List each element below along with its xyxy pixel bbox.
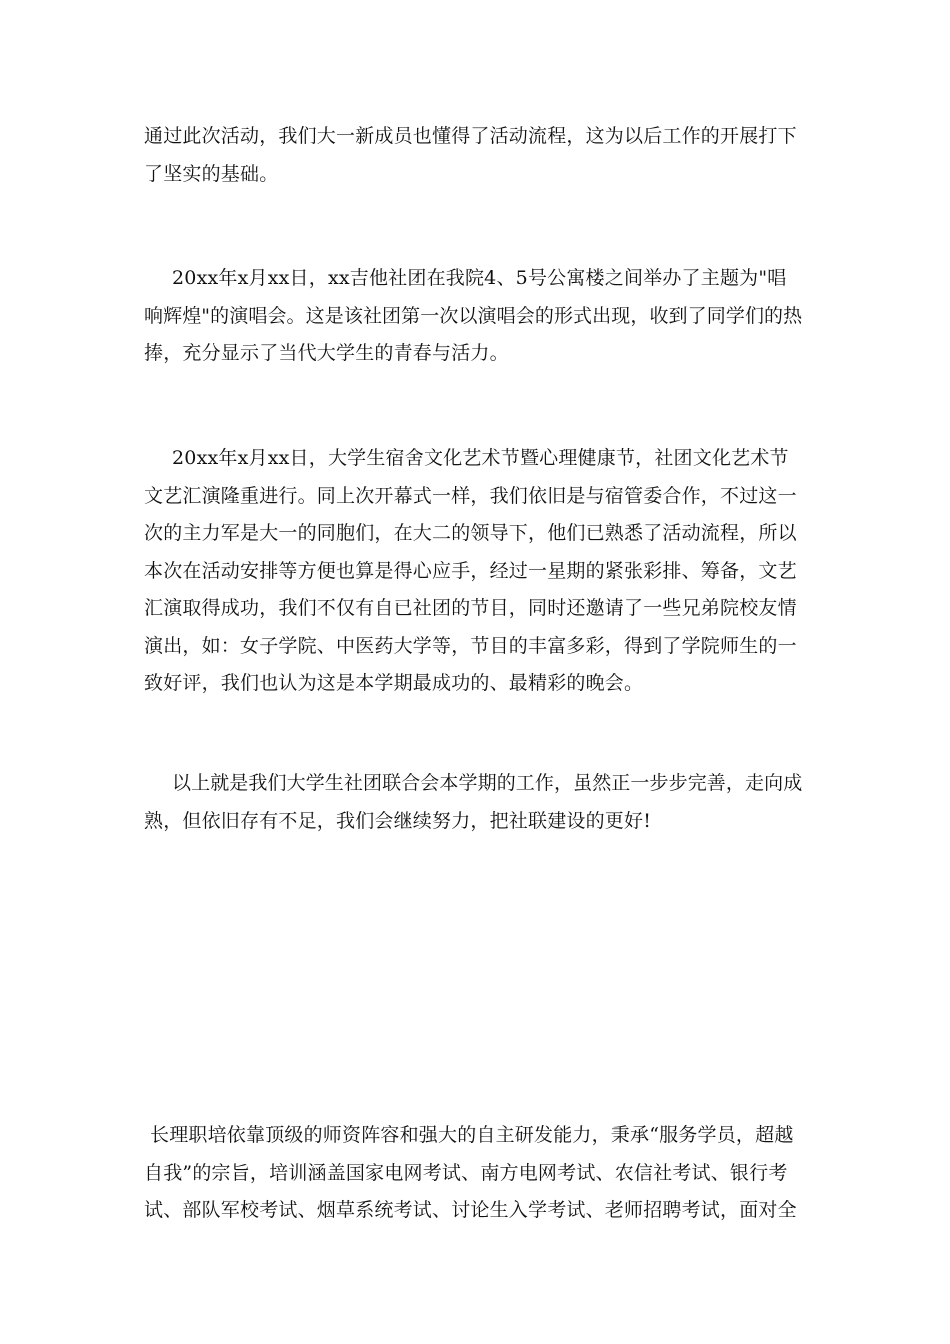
- paragraph-line: 次的主力军是大一的同胞们，在大二的领导下，他们已熟悉了活动流程，所以: [144, 522, 797, 544]
- paragraph-line: 捧，充分显示了当代大学生的青春与活力。: [144, 342, 509, 364]
- paragraph-summary: [144, 765, 804, 840]
- paragraph-line: 熟，但依旧存有不足，我们会继续努力，把社联建设的更好!: [144, 809, 652, 832]
- paragraph-line: 了坚实的基础。: [144, 162, 279, 185]
- paragraph-line: 20xx年x月xx日，xx吉他社团在我院4、5号公寓楼之间举办了主题为"唱: [172, 267, 787, 289]
- paragraph-line: 通过此次活动，我们大一新成员也懂得了活动流程，这为以后工作的开展打下: [144, 125, 797, 147]
- paragraph-training-ad: [144, 1117, 804, 1230]
- paragraph-line: 长理职培依靠顶级的师资阵容和强大的自主研发能力，秉承“服务学员，超越: [150, 1124, 794, 1146]
- paragraph-line: 响辉煌"的演唱会。这是该社团第一次以演唱会的形式出现，收到了同学们的热: [144, 304, 803, 327]
- paragraph-line: 试、部队军校考试、烟草系统考试、讨论生入学考试、老师招聘考试，面对全: [144, 1199, 797, 1221]
- paragraph-line: 文艺汇演隆重进行。同上次开幕式一样，我们依旧是与宿管委合作，不过这一: [144, 484, 797, 507]
- paragraph-line: 自我”的宗旨，培训涵盖国家电网考试、南方电网考试、农信社考试、银行考: [144, 1161, 788, 1184]
- paragraph-line: 20xx年x月xx日，大学生宿舍文化艺术节暨心理健康节，社团文化艺术节: [172, 447, 789, 469]
- paragraph-line: 汇演取得成功，我们不仅有自已社团的节目，同时还邀请了一些兄弟院校友情: [144, 597, 797, 619]
- paragraph-line: 本次在活动安排等方便也算是得心应手，经过一星期的紧张彩排、筹备，文艺: [144, 559, 797, 582]
- paragraph-line: 演出，如：女子学院、中医药大学等，节目的丰富多彩，得到了学院师生的一: [144, 634, 797, 657]
- paragraph-activity-process: [144, 118, 804, 193]
- paragraph-guitar-concert: [144, 260, 804, 373]
- paragraph-line: 以上就是我们大学生社团联合会本学期的工作，虽然正一步步完善，走向成: [172, 772, 803, 794]
- paragraph-arts-festival: [144, 440, 804, 703]
- paragraph-line: 致好评，我们也认为这是本学期最成功的、最精彩的晚会。: [144, 672, 644, 694]
